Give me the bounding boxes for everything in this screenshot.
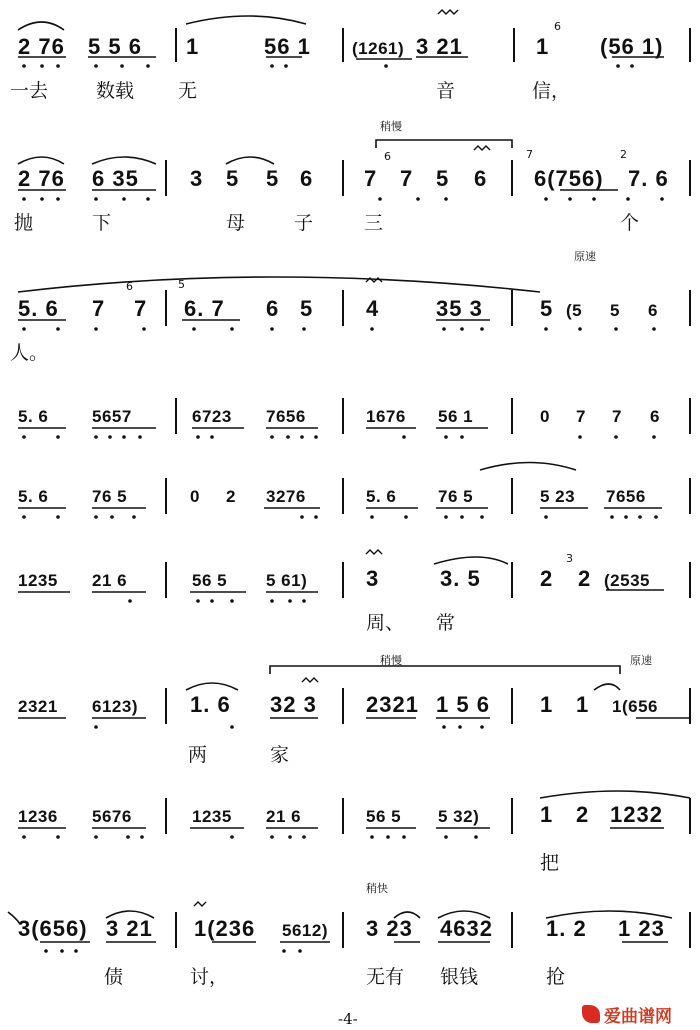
note-group: 56 1 [438, 407, 474, 426]
note-group: (2535 [604, 571, 650, 590]
note-group: 3 21 [416, 34, 463, 59]
note-group: 2321 [18, 697, 58, 716]
tempo-marking: 稍快 [366, 882, 388, 895]
lyric: 下 [92, 212, 112, 234]
note: 5 [610, 301, 620, 320]
note-group: 5612) [282, 921, 328, 940]
note-group: 3 23 [366, 916, 413, 941]
note-group: 1. 6 [190, 692, 231, 717]
note-group: (56 1) [600, 34, 664, 59]
slurs [8, 16, 690, 924]
lyric: 无 [178, 80, 198, 102]
lyric: 债 [104, 966, 124, 988]
note-group: 1676 [366, 407, 406, 426]
note: 7 [400, 166, 414, 191]
note-group: 1236 [18, 807, 58, 826]
grace-note: 2 [620, 148, 627, 161]
lyric: 子 [294, 212, 314, 234]
lyric: 音 [436, 80, 456, 102]
note-group: 5. 6 [18, 296, 59, 321]
note: 7 [134, 296, 148, 321]
tempo-marking: 原速 [630, 654, 652, 667]
note: 6 [648, 301, 658, 320]
note-group: 2 76 [18, 166, 65, 191]
note: (5 [566, 301, 583, 320]
note-group: 35 3 [436, 296, 483, 321]
note: 1 [540, 802, 554, 827]
note: 6 [474, 166, 488, 191]
note-group: 5 23 [540, 487, 576, 506]
watermark-text: 爱曲谱网 [604, 1006, 672, 1027]
note-group: 7. 6 [628, 166, 669, 191]
note-group: 6123) [92, 697, 138, 716]
grace-note: 6 [126, 280, 133, 293]
lyric: 数载 [96, 80, 135, 102]
note-group: 21 6 [266, 807, 302, 826]
logo-icon [582, 1005, 600, 1023]
note-group: 6 35 [92, 166, 139, 191]
note-group: 2321 [366, 692, 419, 717]
grace-note: 3 [566, 552, 573, 565]
lyric: 无有 [366, 966, 405, 988]
note-group: 56 5 [192, 571, 228, 590]
lyric: 银钱 [440, 966, 479, 988]
note-group: 1 [536, 34, 550, 59]
page-number: -4- [338, 1010, 358, 1028]
note: 2 [578, 566, 592, 591]
note: 5 [266, 166, 280, 191]
tempo-marking: 稍慢 [380, 654, 402, 667]
note: 7 [576, 407, 586, 426]
note-group: 5 32) [438, 807, 480, 826]
note: 2 [540, 566, 554, 591]
note: 5 [436, 166, 450, 191]
note: 0 [190, 487, 200, 506]
note-group: 6. 7 [184, 296, 225, 321]
note-group: 1(236 [194, 916, 256, 941]
lyric: 三 [364, 212, 384, 234]
note-group: 1232 [610, 802, 663, 827]
note-group: 21 6 [92, 571, 128, 590]
lyric: 一去 [10, 80, 49, 102]
note-group: 5. 6 [366, 487, 397, 506]
lyric: 个 [620, 212, 640, 234]
note-group: 1235 [18, 571, 58, 590]
note-group: 1 [186, 34, 200, 59]
note-group: 5676 [92, 807, 132, 826]
lyric: 家 [270, 744, 290, 766]
lyric: 人。 [10, 342, 49, 364]
note: 1 [540, 692, 554, 717]
note: 4 [366, 296, 380, 321]
note-group: 32 3 [270, 692, 317, 717]
note: 7 [612, 407, 622, 426]
lyric: 常 [436, 612, 456, 634]
lyric: 母 [226, 212, 246, 234]
mordent-marks [194, 10, 490, 906]
note-group: 1. 2 [546, 916, 587, 941]
note-group: 7656 [266, 407, 306, 426]
note: 0 [540, 407, 550, 426]
note-group: 5 61) [266, 571, 308, 590]
grace-note: 6 [554, 20, 561, 33]
note-group: (1261) [352, 39, 405, 58]
lyric: 两 [188, 744, 208, 766]
note: 3 [366, 566, 380, 591]
note-group: 3276 [266, 487, 306, 506]
note-group: 6(756) [534, 166, 604, 191]
lyric: 信， [532, 80, 571, 102]
note-group: 1 5 6 [436, 692, 490, 717]
note-group: 5. 6 [18, 487, 49, 506]
lyric: 抢 [546, 966, 566, 988]
note-group: 1(656 [612, 697, 658, 716]
grace-note: 6 [384, 150, 391, 163]
tempo-marking: 稍慢 [380, 120, 402, 133]
note: 5 [226, 166, 240, 191]
watermark-logo [582, 1001, 698, 1027]
note-group: 76 5 [92, 487, 128, 506]
note-group: 1235 [192, 807, 232, 826]
lyric: 把 [540, 852, 560, 874]
note-group: 3. 5 [440, 566, 481, 591]
grace-note: 5 [178, 278, 185, 291]
note: 5 [300, 296, 314, 321]
note: 2 [226, 487, 236, 506]
note-group: 76 5 [438, 487, 474, 506]
note: 7 [364, 166, 378, 191]
note: 2 [576, 802, 590, 827]
note: 7 [92, 296, 106, 321]
note-group: 5. 6 [18, 407, 49, 426]
note-group: 56 5 [366, 807, 402, 826]
note-group: 6723 [192, 407, 232, 426]
note: 6 [650, 407, 660, 426]
note: 5 [540, 296, 554, 321]
note-group: 1 23 [618, 916, 665, 941]
lyric: 周、 [366, 612, 405, 634]
note-group: 5657 [92, 407, 132, 426]
note: 3 [190, 166, 204, 191]
tempo-marking: 原速 [574, 250, 596, 263]
lyric: 抛 [14, 212, 34, 234]
note: 1 [576, 692, 590, 717]
note-group: 5 5 6 [88, 34, 142, 59]
note-group: 56 1 [264, 34, 311, 59]
note-group: 7656 [606, 487, 646, 506]
note-group: 3 21 [106, 916, 153, 941]
note-group: 2 76 [18, 34, 65, 59]
lyric: 讨， [190, 966, 229, 988]
note: 6 [266, 296, 280, 321]
note-group: 3(656) [18, 916, 88, 941]
note: 6 [300, 166, 314, 191]
note-group: 4632 [440, 916, 493, 941]
grace-note: 7 [526, 148, 533, 161]
